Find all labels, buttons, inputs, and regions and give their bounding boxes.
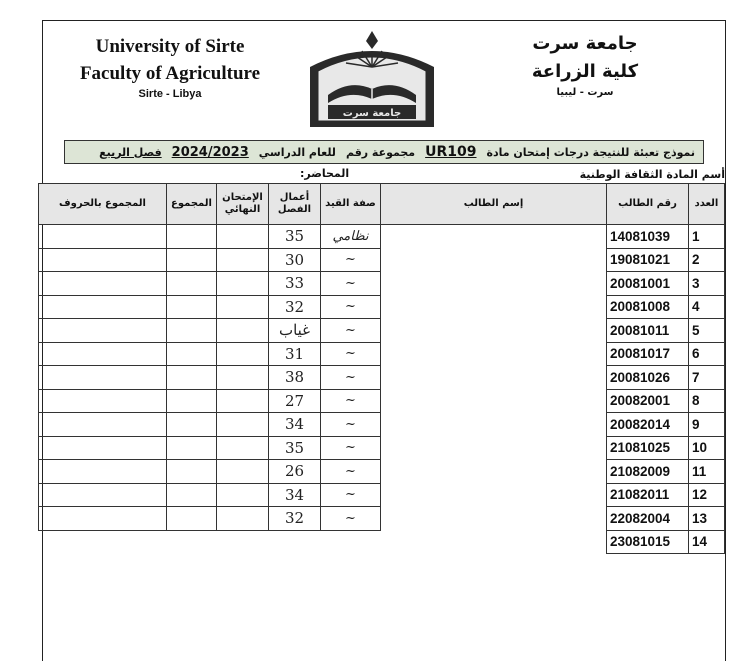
student-id-cell: 20081017 bbox=[607, 342, 689, 366]
table-row bbox=[39, 248, 725, 272]
final-exam-cell bbox=[217, 366, 269, 390]
total-words-cell bbox=[39, 460, 167, 484]
student-name-cell bbox=[381, 272, 607, 296]
total-cell bbox=[167, 530, 217, 554]
header-student-name: إسم الطالب bbox=[381, 184, 607, 225]
form-title: نموذج تعبئة للنتيجة درجات إمتحان مادة bbox=[486, 145, 695, 159]
student-name-cell bbox=[381, 483, 607, 507]
coursework-cell: 35 bbox=[269, 225, 321, 249]
registration-cell: ~ bbox=[321, 436, 381, 460]
header-arabic bbox=[500, 30, 670, 100]
coursework-cell: 34 bbox=[269, 483, 321, 507]
header-registration: صفة القيد bbox=[321, 184, 381, 225]
location-ar: سرت - ليبيا bbox=[556, 87, 614, 98]
index-cell: 12 bbox=[689, 483, 725, 507]
table-header-row bbox=[39, 184, 725, 225]
student-id-cell: 20081011 bbox=[607, 319, 689, 343]
student-name-cell bbox=[381, 342, 607, 366]
registration-cell: ~ bbox=[321, 319, 381, 343]
total-words-cell bbox=[39, 295, 167, 319]
student-name-cell bbox=[381, 366, 607, 390]
index-cell: 1 bbox=[689, 225, 725, 249]
table-row bbox=[39, 530, 725, 554]
student-name-cell bbox=[381, 389, 607, 413]
index-cell: 10 bbox=[689, 436, 725, 460]
total-cell bbox=[167, 389, 217, 413]
coursework-cell: 27 bbox=[269, 389, 321, 413]
logo-caption: جامعة سرت bbox=[342, 108, 402, 119]
header-final-exam: الإمتحان النهائي bbox=[217, 184, 269, 225]
coursework-cell bbox=[269, 530, 321, 554]
header-index: العدد bbox=[689, 184, 725, 225]
total-cell bbox=[167, 342, 217, 366]
lecturer-label: المحاضر: bbox=[300, 167, 350, 180]
total-words-cell bbox=[39, 366, 167, 390]
table-row bbox=[39, 272, 725, 296]
registration-cell: نظامي bbox=[321, 225, 381, 249]
semester: فصل الربيع bbox=[99, 145, 162, 159]
table-row bbox=[39, 413, 725, 437]
student-id-cell: 23081015 bbox=[607, 530, 689, 554]
course-code: UR109 bbox=[425, 144, 477, 160]
registration-cell: ~ bbox=[321, 389, 381, 413]
final-exam-cell bbox=[217, 507, 269, 531]
registration-cell bbox=[321, 530, 381, 554]
table-row bbox=[39, 342, 725, 366]
total-cell bbox=[167, 460, 217, 484]
total-cell bbox=[167, 295, 217, 319]
student-id-cell: 20082001 bbox=[607, 389, 689, 413]
final-exam-cell bbox=[217, 248, 269, 272]
final-exam-cell bbox=[217, 530, 269, 554]
final-exam-cell bbox=[217, 436, 269, 460]
coursework-cell: 32 bbox=[269, 295, 321, 319]
registration-cell: ~ bbox=[321, 413, 381, 437]
student-name-cell bbox=[381, 530, 607, 554]
student-id-cell: 22082004 bbox=[607, 507, 689, 531]
index-cell: 14 bbox=[689, 530, 725, 554]
final-exam-cell bbox=[217, 342, 269, 366]
group-label: مجموعة رقم bbox=[345, 145, 416, 159]
total-words-cell bbox=[39, 342, 167, 366]
coursework-cell: 30 bbox=[269, 248, 321, 272]
index-cell: 2 bbox=[689, 248, 725, 272]
student-id-cell: 14081039 bbox=[607, 225, 689, 249]
total-words-cell bbox=[39, 272, 167, 296]
final-exam-cell bbox=[217, 319, 269, 343]
grades-table bbox=[38, 183, 725, 554]
index-cell: 11 bbox=[689, 460, 725, 484]
student-id-cell: 20081008 bbox=[607, 295, 689, 319]
final-exam-cell bbox=[217, 413, 269, 437]
header-total: المجموع bbox=[167, 184, 217, 225]
header-english bbox=[60, 33, 280, 101]
table-row bbox=[39, 366, 725, 390]
student-name-cell bbox=[381, 436, 607, 460]
student-name-cell bbox=[381, 507, 607, 531]
total-cell bbox=[167, 483, 217, 507]
total-words-cell bbox=[39, 319, 167, 343]
subject-label: أسم المادة bbox=[666, 168, 725, 181]
total-cell bbox=[167, 366, 217, 390]
student-id-cell: 19081021 bbox=[607, 248, 689, 272]
total-words-cell bbox=[39, 483, 167, 507]
table-row bbox=[39, 436, 725, 460]
total-cell bbox=[167, 507, 217, 531]
student-id-cell: 20082014 bbox=[607, 413, 689, 437]
index-cell: 13 bbox=[689, 507, 725, 531]
total-cell bbox=[167, 319, 217, 343]
index-cell: 9 bbox=[689, 413, 725, 437]
table-row bbox=[39, 507, 725, 531]
table-row bbox=[39, 483, 725, 507]
header-student-id: رقم الطالب bbox=[607, 184, 689, 225]
coursework-cell: 31 bbox=[269, 342, 321, 366]
subject-name: الثقافة الوطنية bbox=[579, 168, 663, 181]
academic-year: 2024/2023 bbox=[171, 144, 249, 160]
header-total-words: المجموع بالحروف bbox=[39, 184, 167, 225]
index-cell: 4 bbox=[689, 295, 725, 319]
coursework-cell: غياب bbox=[269, 319, 321, 343]
registration-cell: ~ bbox=[321, 272, 381, 296]
student-id-cell: 20081001 bbox=[607, 272, 689, 296]
registration-cell: ~ bbox=[321, 460, 381, 484]
total-cell bbox=[167, 225, 217, 249]
final-exam-cell bbox=[217, 389, 269, 413]
student-id-cell: 21082009 bbox=[607, 460, 689, 484]
total-cell bbox=[167, 436, 217, 460]
total-words-cell bbox=[39, 530, 167, 554]
coursework-cell: 38 bbox=[269, 366, 321, 390]
student-name-cell bbox=[381, 295, 607, 319]
student-name-cell bbox=[381, 413, 607, 437]
university-name-ar: جامعة سرت bbox=[532, 33, 638, 54]
index-cell: 3 bbox=[689, 272, 725, 296]
location-en: Sirte - Libya bbox=[138, 88, 202, 100]
index-cell: 5 bbox=[689, 319, 725, 343]
university-logo bbox=[306, 27, 438, 131]
coursework-cell: 34 bbox=[269, 413, 321, 437]
student-id-cell: 21081025 bbox=[607, 436, 689, 460]
student-name-cell bbox=[381, 248, 607, 272]
subject-line bbox=[580, 168, 725, 181]
total-cell bbox=[167, 413, 217, 437]
registration-cell: ~ bbox=[321, 483, 381, 507]
total-words-cell bbox=[39, 507, 167, 531]
coursework-cell: 35 bbox=[269, 436, 321, 460]
table-row bbox=[39, 460, 725, 484]
student-id-cell: 20081026 bbox=[607, 366, 689, 390]
table-row bbox=[39, 295, 725, 319]
form-title-bar bbox=[64, 140, 704, 164]
faculty-name-ar: كلية الزراعة bbox=[531, 61, 639, 82]
table-row bbox=[39, 319, 725, 343]
total-cell bbox=[167, 272, 217, 296]
student-name-cell bbox=[381, 225, 607, 249]
year-label: للعام الدراسي bbox=[258, 145, 336, 159]
index-cell: 6 bbox=[689, 342, 725, 366]
table-row bbox=[39, 389, 725, 413]
university-name-en: University of Sirte bbox=[95, 36, 245, 57]
student-name-cell bbox=[381, 319, 607, 343]
student-name-cell bbox=[381, 460, 607, 484]
final-exam-cell bbox=[217, 225, 269, 249]
header-coursework: أعمال الفصل bbox=[269, 184, 321, 225]
total-words-cell bbox=[39, 413, 167, 437]
total-words-cell bbox=[39, 225, 167, 249]
coursework-cell: 33 bbox=[269, 272, 321, 296]
coursework-cell: 32 bbox=[269, 507, 321, 531]
total-words-cell bbox=[39, 248, 167, 272]
registration-cell: ~ bbox=[321, 342, 381, 366]
registration-cell: ~ bbox=[321, 366, 381, 390]
index-cell: 7 bbox=[689, 366, 725, 390]
registration-cell: ~ bbox=[321, 248, 381, 272]
coursework-cell: 26 bbox=[269, 460, 321, 484]
final-exam-cell bbox=[217, 272, 269, 296]
registration-cell: ~ bbox=[321, 507, 381, 531]
total-words-cell bbox=[39, 436, 167, 460]
final-exam-cell bbox=[217, 483, 269, 507]
student-id-cell: 21082011 bbox=[607, 483, 689, 507]
table-row bbox=[39, 225, 725, 249]
total-words-cell bbox=[39, 389, 167, 413]
total-cell bbox=[167, 248, 217, 272]
final-exam-cell bbox=[217, 460, 269, 484]
faculty-name-en: Faculty of Agriculture bbox=[79, 63, 261, 84]
registration-cell: ~ bbox=[321, 295, 381, 319]
final-exam-cell bbox=[217, 295, 269, 319]
index-cell: 8 bbox=[689, 389, 725, 413]
